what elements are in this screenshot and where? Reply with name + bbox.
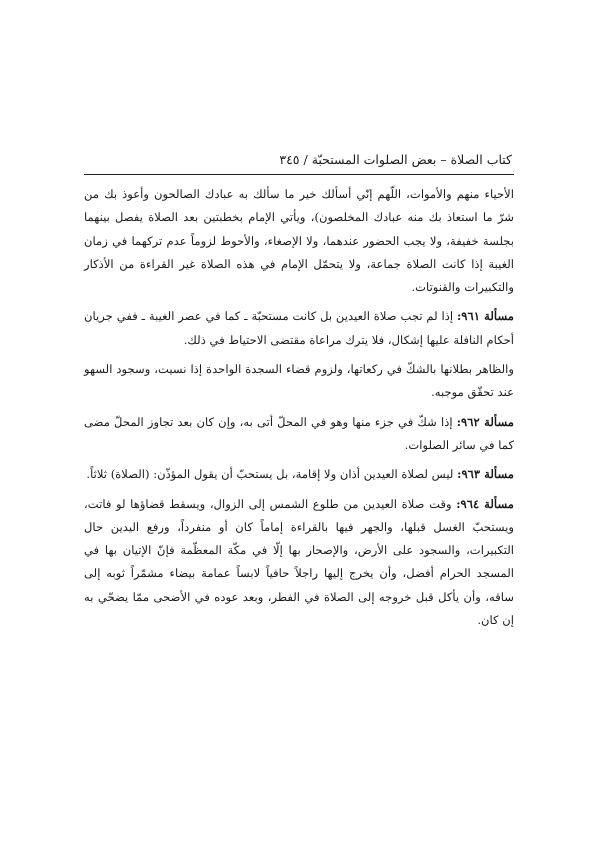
masala-961 bbox=[84, 305, 514, 352]
paragraph-continuation bbox=[84, 183, 514, 299]
masala-heading: مسألة ٩٦٢: bbox=[456, 414, 514, 429]
running-header: كتاب الصلاة – بعض الصلوات المستحبّة / ٣٤٥ bbox=[279, 152, 512, 167]
paragraph-text: ليس لصلاة العيدين أذان ولا إقامة، بل يستحبّ أن يقول المؤذّن: (الصلاة) ثلاثاً. bbox=[86, 467, 458, 482]
paragraph-doubt bbox=[84, 358, 514, 405]
header-divider bbox=[84, 174, 514, 175]
masala-heading: مسألة ٩٦١: bbox=[456, 309, 514, 324]
paragraph-text: والظاهر بطلانها بالشكّ في ركعاتها، ولزوم قضاء السجدة الواحدة إذا نسيت، وسجود السهو عند تحقّق موجبه. bbox=[84, 362, 514, 400]
masala-964 bbox=[84, 493, 514, 633]
page-body bbox=[84, 183, 514, 638]
masala-heading: مسألة ٩٦٤: bbox=[456, 496, 515, 511]
masala-963 bbox=[84, 463, 514, 486]
paragraph-text: إذا لم تجب صلاة العيدين بل كانت مستحبّة ـ كما في عصر الغيبة ـ ففي جريان أحكام النافلة عليها إشكال، فلا يترك مراعاة مقتضى الاحتياط في ذلك. bbox=[84, 309, 514, 347]
masala-heading: مسألة ٩٦٣: bbox=[457, 467, 514, 482]
paragraph-text: الأحياء منهم والأموات، اللّهم إنّي أسألك خير ما سألك به عبادك الصالحون وأعوذ بك من شرّ ما استعاذ بك منه عبادك المخلصون)، ويأتي الإمام بخطبتين بعد الصلاة يفصل بينهما بجلسة خفيفة، ولا يجب الحضور عندهما، ولا الإصغاء، والأحوط لزوماً عدم تركهما في زمان الغيبة إذا كانت الصلاة جماعة، ولا يتحمّل الإمام في هذه الصلاة غير القراءة من الأذكار والتكبيرات والقنوتات. bbox=[84, 187, 514, 295]
masala-962 bbox=[84, 411, 514, 458]
paragraph-text: إذا شكّ في جزء منها وهو في المحلّ أتى به، وإن كان بعد تجاوز المحلّ مضى كما في سائر الصلوات. bbox=[84, 414, 514, 452]
paragraph-text: وقت صلاة العيدين من طلوع الشمس إلى الزوال، ويسقط قضاؤها لو فاتت، ويستحبّ الغسل قبلها، والجهر فيها بالقراءة إماماً كان أو منفرداً، ورفع اليدين حال التكبيرات، والسجود على الأرض، والإصحار بها إلّا في مكّة المعظّمة فإنّ الإتيان بها في المسجد الحرام أفضل، وأن يخرج إليها راجلاً حافياً لابساً عمامة بيضاء مشمّراً ثوبه إلى ساقه، وأن يأكل قبل خروجه إلى الصلاة في الفطر، وبعد عوده في الأضحى ممّا يضحّي به إن كان. bbox=[84, 496, 514, 628]
